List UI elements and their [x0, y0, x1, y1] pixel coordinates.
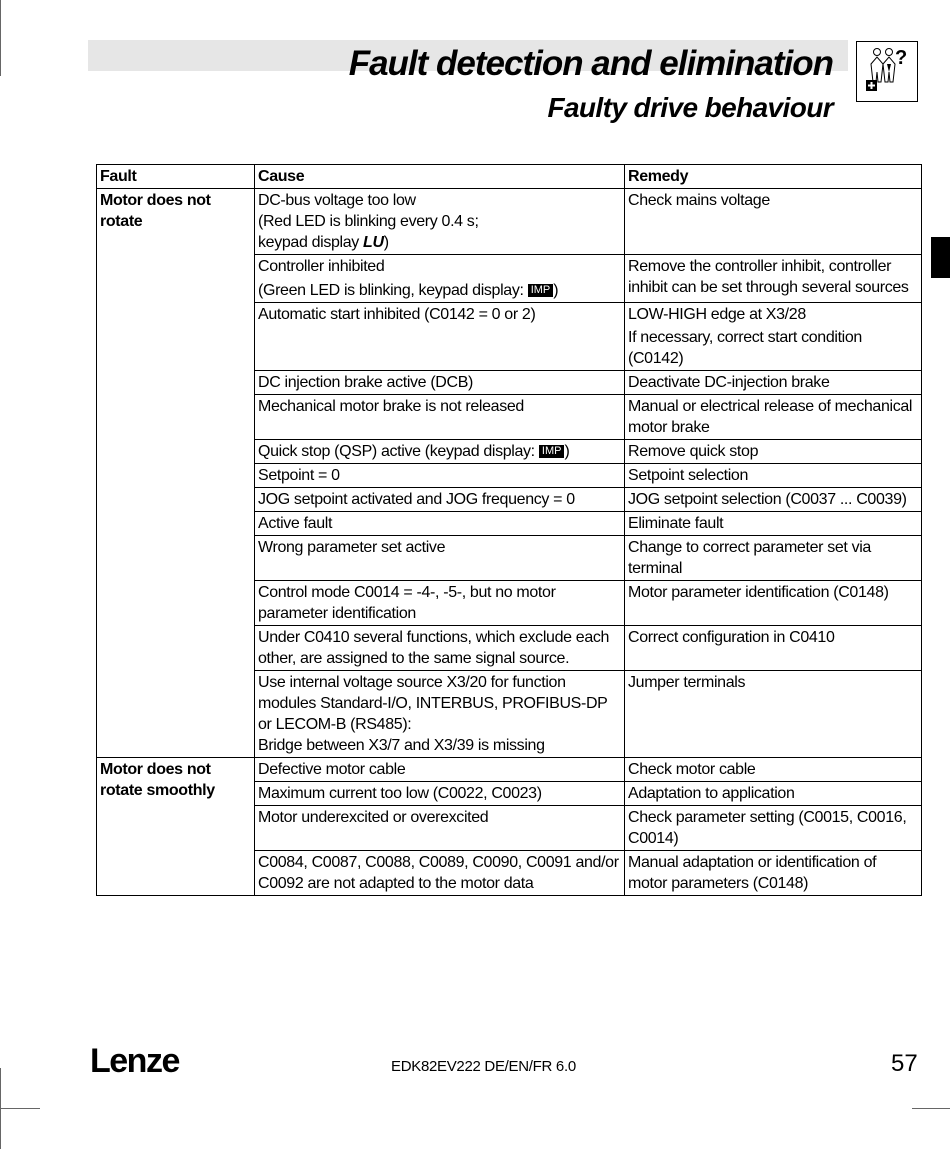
page-title: Fault detection and elimination — [348, 44, 833, 83]
cause-line: Controller inhibited — [258, 258, 385, 275]
cause-text: Quick stop (QSP) active (keypad display: — [258, 443, 539, 460]
cause-text: keypad display — [258, 234, 364, 251]
remedy-cell: Check mains voltage — [625, 189, 922, 255]
remedy-cell: Deactivate DC-injection brake — [625, 371, 922, 395]
table-row — [97, 758, 922, 782]
cause-cell: Setpoint = 0 — [255, 464, 625, 488]
remedy-cell: JOG setpoint selection (C0037 ... C0039) — [625, 488, 922, 512]
table-header-row — [97, 165, 922, 189]
cause-cell — [255, 255, 625, 303]
table-row — [97, 189, 922, 255]
imp-badge: IMP — [528, 284, 554, 297]
remedy-cell: Manual adaptation or identification of motor parameters (C0148) — [625, 851, 922, 896]
cause-text: ) — [383, 234, 389, 251]
cause-line: Use internal voltage source X3/20 for function modules Standard-I/O, INTERBUS, PROFIBUS-DP or LECOM-B (RS485): — [258, 674, 608, 733]
cause-cell: JOG setpoint activated and JOG frequency = 0 — [255, 488, 625, 512]
page-number: 57 — [891, 1050, 918, 1077]
cause-line: Bridge between X3/7 and X3/39 is missing — [258, 737, 545, 754]
cause-cell — [255, 440, 625, 464]
cause-line — [258, 232, 621, 253]
cause-cell: Active fault — [255, 512, 625, 536]
column-header-cause: Cause — [255, 165, 625, 189]
remedy-cell: Eliminate fault — [625, 512, 922, 536]
remedy-cell: Remove the controller inhibit, controller inhibit can be set through several sources — [625, 255, 922, 303]
cause-cell: DC injection brake active (DCB) — [255, 371, 625, 395]
remedy-cell: Motor parameter identification (C0148) — [625, 581, 922, 626]
lenze-logo: Lenze — [90, 1042, 179, 1080]
remedy-cell: Correct configuration in C0410 — [625, 626, 922, 671]
crop-mark — [912, 1108, 950, 1109]
keypad-lu-code: LU — [363, 234, 384, 251]
remedy-cell — [625, 303, 922, 371]
cause-cell: Motor underexcited or overexcited — [255, 806, 625, 851]
fault-table — [96, 164, 922, 896]
column-header-remedy: Remedy — [625, 165, 922, 189]
remedy-cell: Jumper terminals — [625, 671, 922, 758]
remedy-cell: Manual or electrical release of mechanical motor brake — [625, 395, 922, 440]
document-reference: EDK82EV222 DE/EN/FR 6.0 — [391, 1058, 576, 1075]
remedy-cell: Setpoint selection — [625, 464, 922, 488]
fault-cell: Motor does not rotate smoothly — [97, 758, 255, 896]
cause-text: ) — [564, 443, 570, 460]
cause-cell: Mechanical motor brake is not released — [255, 395, 625, 440]
cause-line: DC-bus voltage too low — [258, 192, 416, 209]
remedy-line: LOW-HIGH edge at X3/28 — [628, 306, 806, 323]
remedy-cell: Check parameter setting (C0015, C0016, C0014) — [625, 806, 922, 851]
cause-cell: Wrong parameter set active — [255, 536, 625, 581]
remedy-line: If necessary, correct start condition (C0142) — [628, 329, 862, 367]
cause-cell: Maximum current too low (C0022, C0023) — [255, 782, 625, 806]
crop-mark — [0, 0, 1, 76]
chapter-tab — [931, 237, 950, 278]
cause-cell — [255, 671, 625, 758]
cause-text: ) — [553, 282, 559, 299]
cause-cell: Control mode C0014 = -4-, -5-, but no motor parameter identification — [255, 581, 625, 626]
cause-line — [258, 280, 621, 301]
remedy-cell: Check motor cable — [625, 758, 922, 782]
cause-text: (Green LED is blinking, keypad display: — [258, 282, 528, 299]
crop-mark — [0, 1108, 40, 1109]
svg-text:?: ? — [895, 47, 908, 69]
cause-cell: C0084, C0087, C0088, C0089, C0090, C0091 and/or C0092 are not adapted to the motor data — [255, 851, 625, 896]
remedy-cell: Adaptation to application — [625, 782, 922, 806]
cause-cell: Under C0410 several functions, which exclude each other, are assigned to the same signal source. — [255, 626, 625, 671]
help-question-icon — [856, 41, 918, 102]
cause-cell: Automatic start inhibited (C0142 = 0 or 2) — [255, 303, 625, 371]
cause-cell: Defective motor cable — [255, 758, 625, 782]
column-header-fault: Fault — [97, 165, 255, 189]
cause-line: (Red LED is blinking every 0.4 s; — [258, 213, 479, 230]
remedy-cell: Remove quick stop — [625, 440, 922, 464]
remedy-cell: Change to correct parameter set via terminal — [625, 536, 922, 581]
cause-cell — [255, 189, 625, 255]
page-subtitle: Faulty drive behaviour — [547, 92, 833, 123]
imp-badge: IMP — [539, 445, 565, 458]
fault-cell: Motor does not rotate — [97, 189, 255, 758]
